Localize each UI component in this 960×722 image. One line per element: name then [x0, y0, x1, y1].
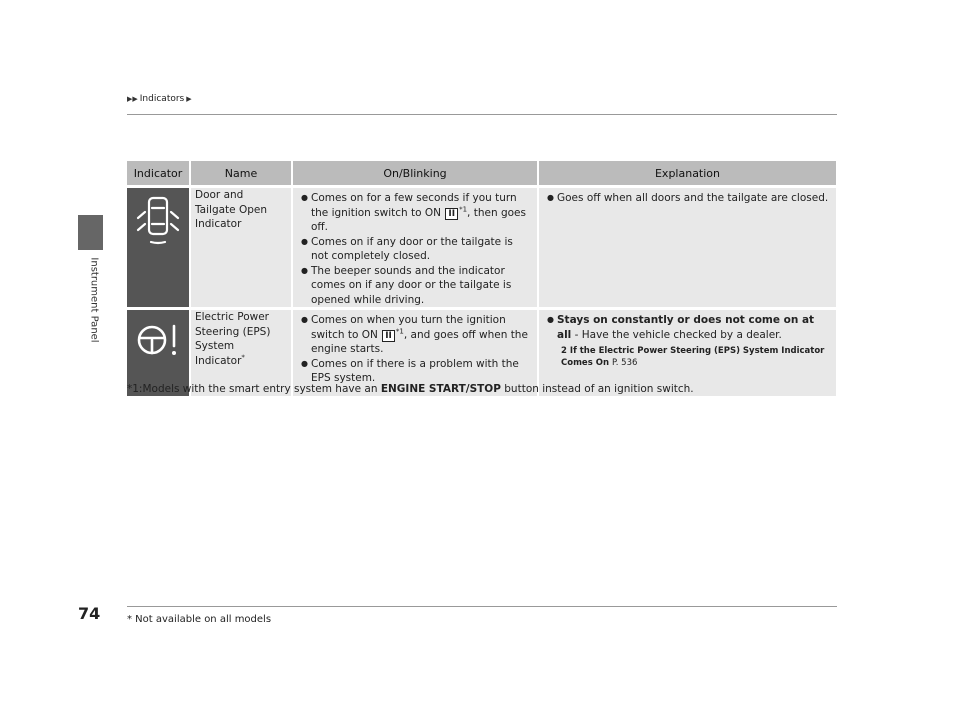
- reference-arrow-icon: 2: [561, 346, 567, 356]
- breadcrumb[interactable]: [127, 94, 192, 104]
- header-explanation: Explanation: [537, 161, 836, 185]
- list-item: ● Goes off when all doors and the tailgate are closed.: [547, 191, 830, 206]
- indicator-name: Electric Power Steering (EPS) System Indicator*: [189, 310, 291, 396]
- header-name: Name: [189, 161, 291, 185]
- list-item: ● Comes on when you turn the ignition switch to ON II $^{*1}$, and goes off when the engine starts.: [301, 313, 531, 357]
- breadcrumb-arrow-icon: ▶: [186, 95, 192, 103]
- list-item: ● Comes on if there is a problem with the EPS system.: [301, 357, 531, 386]
- explanation-cell: [537, 188, 836, 307]
- list-item: ● Stays on constantly or does not come on at all - Have the vehicle checked by a dealer.: [547, 313, 830, 342]
- cross-reference-link[interactable]: 2 If the Electric Power Steering (EPS) System Indicator Comes On P. 536: [561, 346, 825, 368]
- footer-rule: [127, 606, 837, 607]
- table-header-row: [127, 161, 836, 185]
- header-rule: [127, 114, 837, 115]
- table-footnote: *1:Models with the smart entry system have an ENGINE START/STOP button instead of an ignition switch.: [127, 383, 694, 395]
- on-blinking-cell: [291, 188, 537, 307]
- section-label: Instrument Panel: [88, 257, 100, 343]
- indicator-table: [127, 158, 836, 399]
- ignition-position-key: II: [445, 208, 458, 220]
- header-on-blinking: On/Blinking: [291, 161, 537, 185]
- ignition-position-key: II: [382, 330, 395, 342]
- availability-footnote: * Not available on all models: [127, 614, 272, 625]
- table-row: [127, 188, 836, 307]
- breadcrumb-text[interactable]: Indicators: [139, 94, 185, 104]
- header-indicator: Indicator: [127, 161, 189, 185]
- indicator-name: Door and Tailgate Open Indicator: [189, 188, 291, 307]
- list-item: ● Comes on if any door or the tailgate is not completely closed.: [301, 235, 531, 264]
- section-tab: [78, 215, 103, 250]
- door-tailgate-open-icon: [132, 188, 184, 252]
- eps-warning-icon: [132, 310, 184, 370]
- indicator-icon-cell: [127, 188, 189, 307]
- breadcrumb-arrow-icon: ▶▶: [127, 95, 138, 103]
- list-item: ● Comes on for a few seconds if you turn the ignition switch to ON II $^{*1}$, then goes off.: [301, 191, 531, 235]
- list-item: ● The beeper sounds and the indicator comes on if any door or the tailgate is opened while driving.: [301, 264, 531, 308]
- page-number: 74: [78, 604, 101, 623]
